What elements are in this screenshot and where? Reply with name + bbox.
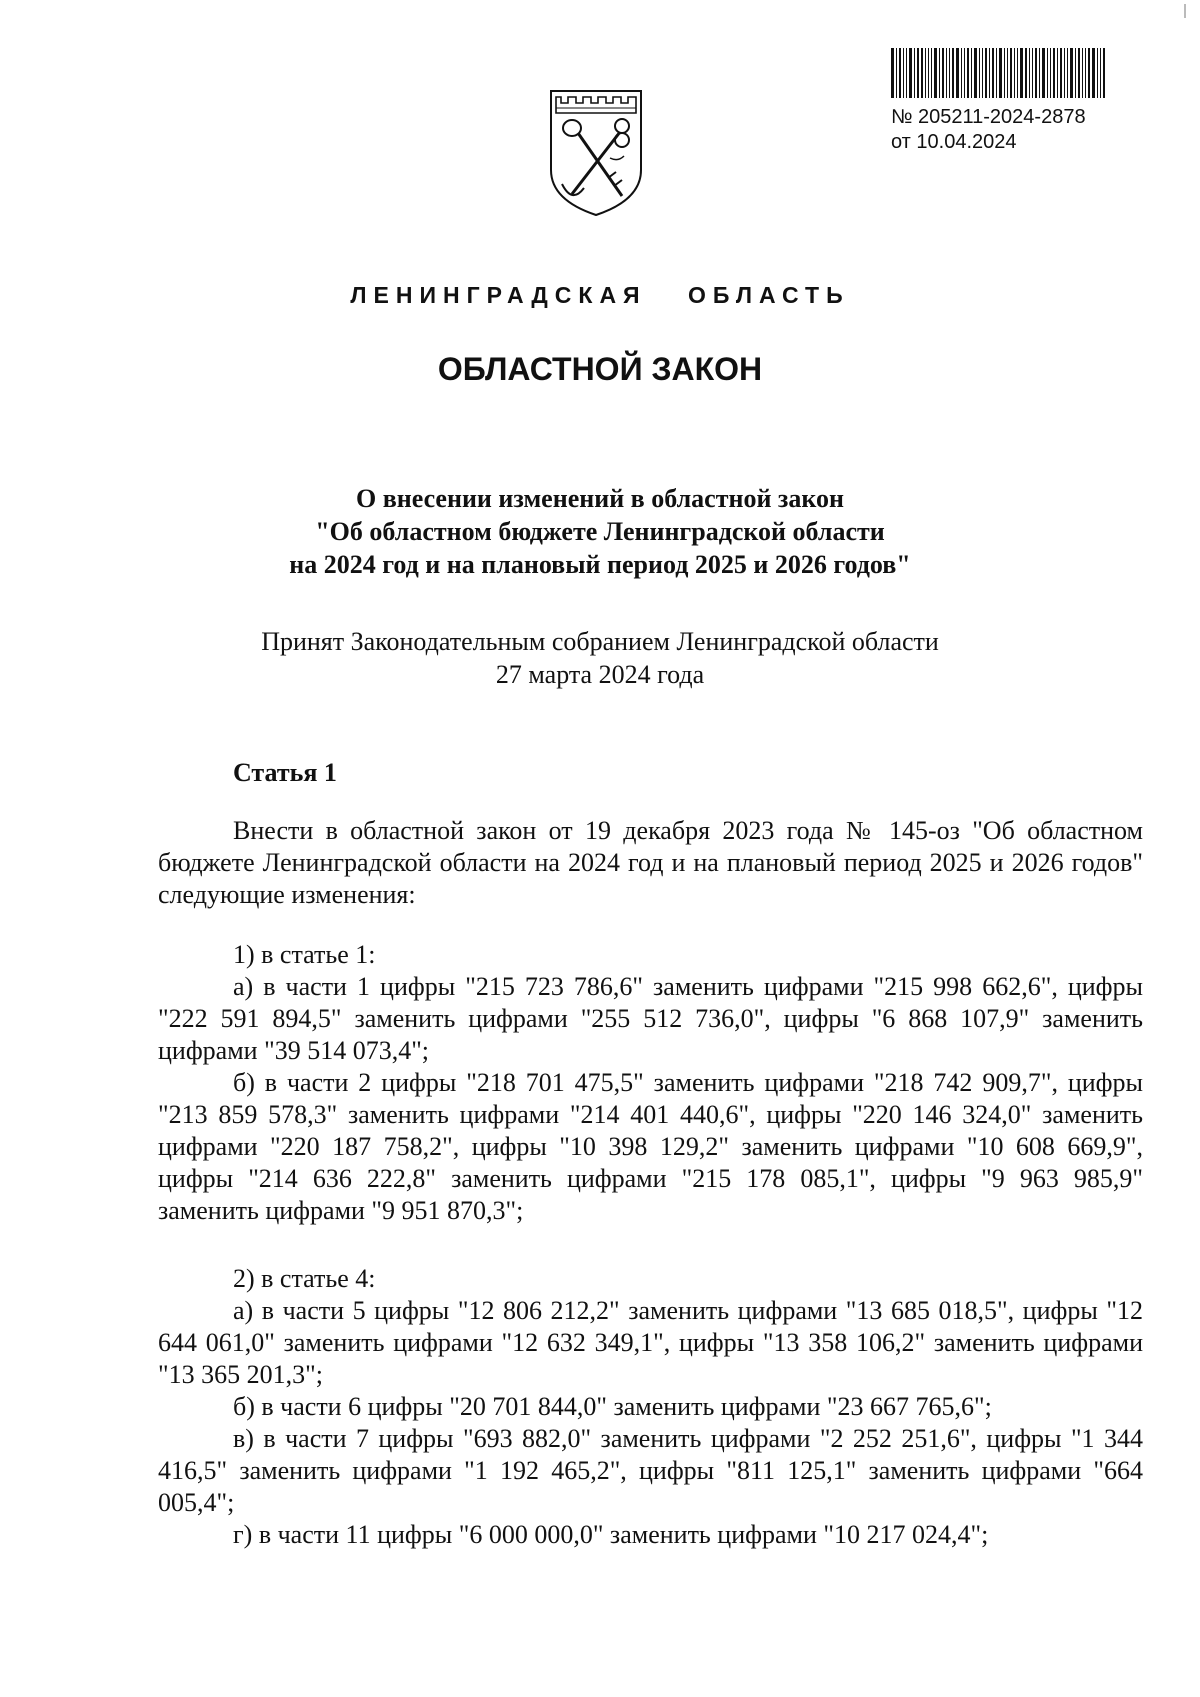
law-title-line: "Об областном бюджете Ленинградской области: [315, 517, 885, 546]
barcode-bar: [896, 48, 897, 98]
barcode-bar: [1010, 48, 1012, 98]
article-paragraph: 2) в статье 4:: [233, 1264, 376, 1293]
adoption-line: Принят Законодательным собранием Ленинградской области: [261, 627, 939, 656]
region-name: ЛЕНИНГРАДСКАЯ ОБЛАСТЬ: [350, 282, 850, 308]
barcode-bar: [899, 48, 901, 98]
barcode-bar: [992, 48, 994, 98]
barcode-bar: [925, 48, 926, 98]
registration-number: № 205211-2024-2878: [891, 106, 1086, 128]
coat-of-arms-icon: [548, 88, 644, 218]
barcode-bar: [1057, 48, 1058, 98]
barcode-bar: [1050, 48, 1051, 98]
article-paragraph: б) в части 6 цифры "20 701 844,0" заменить цифрами "23 667 765,6";: [233, 1392, 992, 1421]
barcode-bar: [1029, 48, 1030, 98]
article-paragraph: а) в части 5 цифры "12 806 212,2" заменить цифрами "13 685 018,5", цифры "12 644 061,0" заменить цифрами "12 632 349,1", цифры "13 358 106,2" заменить цифрами "13 365 201,3";: [158, 1296, 1143, 1389]
barcode-bar: [934, 48, 937, 98]
barcode-bar: [952, 48, 954, 98]
barcode-bar: [956, 48, 959, 98]
barcode-bar: [1088, 48, 1090, 98]
barcode-bar: [1007, 48, 1008, 98]
barcode-bar: [961, 48, 962, 98]
article-paragraph: в) в части 7 цифры "693 882,0" заменить цифрами "2 252 251,6", цифры "1 344 416,5" заменить цифрами "1 192 465,2", цифры "811 125,1" заменить цифрами "664 005,4";: [158, 1424, 1143, 1517]
barcode-bar: [1078, 48, 1080, 98]
barcode-bar: [989, 48, 990, 98]
barcode-bar: [891, 48, 894, 98]
adoption-note: [0, 625, 1200, 691]
article-paragraph: г) в части 11 цифры "6 000 000,0" заменить цифрами "10 217 024,4";: [233, 1520, 989, 1549]
barcode-bar: [1042, 48, 1045, 98]
law-title: [0, 482, 1200, 581]
barcode-bar: [942, 48, 944, 98]
barcode-bar: [967, 48, 969, 98]
barcode-bar: [1070, 48, 1073, 98]
barcode-bar: [1047, 48, 1048, 98]
barcode-bar: [985, 48, 987, 98]
article-paragraph: 1) в статье 1:: [233, 940, 376, 969]
barcode-bar: [964, 48, 965, 98]
barcode-bar: [979, 48, 980, 98]
barcode-bar: [1025, 48, 1027, 98]
barcode-bar: [1075, 48, 1076, 98]
barcode-bar: [999, 48, 1002, 98]
article-heading: Статья 1: [233, 758, 337, 787]
law-title-line: О внесении изменений в областной закон: [355, 484, 845, 513]
barcode-bar: [1067, 48, 1068, 98]
barcode-bar: [906, 48, 907, 98]
barcode-bar: [1039, 48, 1040, 98]
barcode-bar: [1014, 48, 1015, 98]
barcode-bar: [971, 48, 972, 98]
barcode-bar: [949, 48, 950, 98]
barcode-bar: [1020, 48, 1023, 98]
barcode-bar: [982, 48, 983, 98]
barcode-bar: [1082, 48, 1083, 98]
article-paragraph: б) в части 2 цифры "218 701 475,5" заменить цифрами "218 742 909,7", цифры "213 859 578,3" заменить цифрами "214 401 440,6", цифры "220 146 324,0" заменить цифрами "220 187 758,2", цифры "10 398 129,2" заменить цифрами "10 608 669,9", цифры "214 636 222,8" заменить цифрами "215 178 085,1", цифры "9 963 985,9" заменить цифрами "9 951 870,3";: [158, 1068, 1143, 1225]
barcode-bar: [931, 48, 932, 98]
barcode-bar: [914, 48, 915, 98]
registration-date: от 10.04.2024: [891, 131, 1017, 153]
barcode-bar: [1004, 48, 1005, 98]
barcode-bar: [921, 48, 923, 98]
article-paragraph: а) в части 1 цифры "215 723 786,6" заменить цифрами "215 998 662,6", цифры "222 591 894,5" заменить цифрами "255 512 736,0", цифры "6 868 107,9" заменить цифрами "39 514 073,4";: [158, 972, 1143, 1065]
barcode-bar: [1017, 48, 1018, 98]
barcode-bar: [1097, 48, 1098, 98]
barcode-bar: [1100, 48, 1101, 98]
scan-mark: [1184, 4, 1186, 18]
barcode-bar: [996, 48, 997, 98]
barcode-bar: [974, 48, 977, 98]
barcode-bar: [1064, 48, 1065, 98]
barcode-bar: [1085, 48, 1086, 98]
barcode-bar: [1032, 48, 1033, 98]
barcode-bar: [1060, 48, 1062, 98]
document-type: ОБЛАСТНОЙ ЗАКОН: [437, 351, 763, 387]
barcode-bar: [1035, 48, 1037, 98]
barcode-bar: [917, 48, 919, 98]
barcode-bar: [909, 48, 912, 98]
barcode-bar: [946, 48, 947, 98]
barcode-bar: [1053, 48, 1055, 98]
barcode-bar: [939, 48, 940, 98]
barcode-bar: [1092, 48, 1095, 98]
registration-block: [891, 105, 1086, 155]
law-title-line: на 2024 год и на плановый период 2025 и 2026 годов": [289, 550, 911, 579]
barcode-bar: [903, 48, 904, 98]
barcode: [891, 48, 1139, 98]
article-body: [158, 815, 1143, 1551]
barcode-bar: [928, 48, 929, 98]
adoption-date: 27 марта 2024 года: [495, 660, 705, 689]
article-intro: Внести в областной закон от 19 декабря 2023 года № 145-оз "Об областном бюджете Ленинградской области на 2024 год и на плановый период 2025 и 2026 годов" следующие изменения:: [158, 816, 1143, 909]
barcode-bar: [1103, 48, 1105, 98]
